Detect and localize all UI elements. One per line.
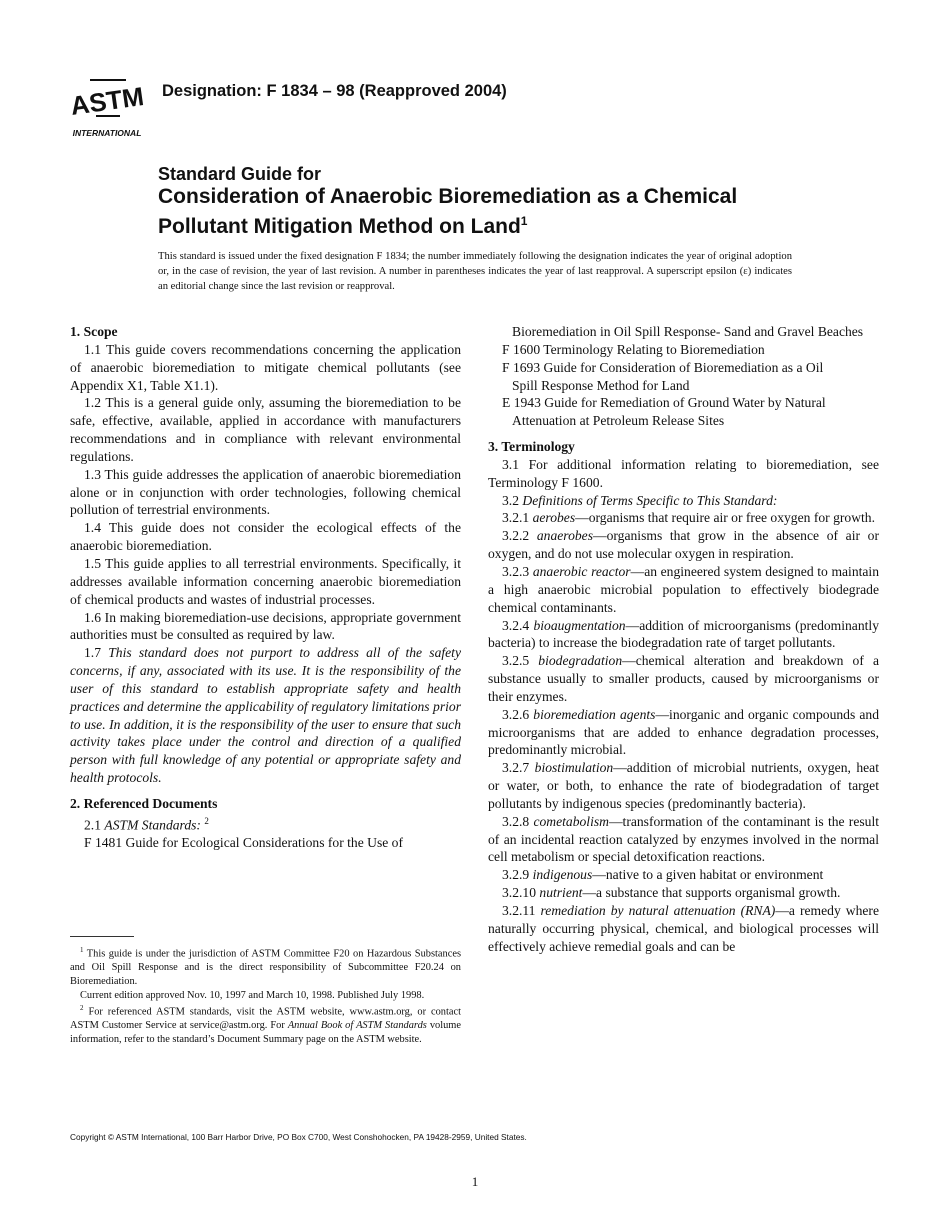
left-column [70,323,461,852]
definition-term: biostimulation [534,760,614,776]
definition-term: cometabolism [533,813,609,829]
paragraph-3-1: 3.1 For additional information relating to bioremediation, see Terminology F 1600. [488,456,879,490]
ref-f1600: F 1600 Terminology Relating to Bioremediation [502,341,765,357]
copyright-notice: Copyright © ASTM International, 100 Barr Harbor Drive, PO Box C700, West Conshohocken, PA 19428-2959, United States. [70,1132,527,1142]
definition-text: —an engineered system designed to maintain a high anaerobic microbial population to effectively biodegrade chemical contaminants. [488,563,880,615]
definition-text: —a substance that supports organismal growth. [582,885,841,901]
definition-num: 3.2.5 [502,653,530,669]
definition-term: bioaugmentation [533,617,626,633]
ref-f1481-line1: F 1481 Guide for Ecological Considerations for the Use of [84,835,404,851]
title-line-2: Consideration of Anaerobic Bioremediation as a Chemical [158,185,738,208]
definition-bioaugmentation [488,617,879,653]
definition-term: bioremediation agents [533,706,656,722]
paragraph-1-2: 1.2 This is a general guide only, assuming the bioremediation to be safe, effective, available, applied in accordance with manufacturers recommendations and in compliance with relevant environmental regulations. [70,395,461,464]
definition-anaerobic-reactor [488,563,879,617]
section-heading-scope: 1. Scope [70,324,118,339]
paragraph-2-1 [70,813,461,834]
definition-num: 3.2.2 [502,528,530,544]
paragraph-1-3: 1.3 This guide addresses the application of anaerobic bioremediation alone or in conjunction with order technologies, following chemical pollution of terrestrial environments. [70,466,461,518]
definition-text: —chemical alteration and breakdown of a substance usually to smaller products, caused by microorganisms or their enzymes. [488,653,879,704]
definition-cometabolism [488,813,879,867]
definition-num: 3.2.10 [502,885,536,901]
definition-text: —organisms that grow in the absence of air or oxygen, and do not use molecular oxygen in respiration. [488,528,879,562]
footnote-1-text: This guide is under the jurisdiction of ASTM Committee F20 on Hazardous Substances and Oil Spill Response and is the direct responsibility of Subcommittee F20.24 on Bioremediation. [70,948,461,987]
footnote-2-mark: 2 [80,1004,84,1013]
footnote-2 [70,1002,461,1047]
title-line-3-text: Pollutant Mitigation Method on Land [158,215,521,238]
definition-num: 3.2.1 [502,510,530,526]
paragraph-2-1-label: ASTM Standards: [104,817,201,833]
footnote-1-mark: 1 [80,946,84,954]
ref-e1943-line2: Attenuation at Petroleum Release Sites [512,413,725,429]
paragraph-1-7 [70,644,461,787]
definition-term: anaerobic reactor [532,563,631,579]
title-line-3 [158,209,878,239]
footnote-2-text-b: volume information, refer to the standard’s Document Summary page on the ASTM website. [70,1020,461,1046]
definition-num: 3.2.4 [502,617,530,633]
definition-num: 3.2.9 [502,867,530,883]
definition-num: 3.2.11 [502,903,536,918]
paragraph-2-1-num: 2.1 [84,817,101,833]
right-column [488,323,879,956]
definition-text: —inorganic and organic compounds and microorganisms that are added to enhance degradation processes, predominantly microbial. [488,706,879,758]
astm-logo [66,70,152,140]
astm-logo-mark [66,70,152,140]
paragraph-3-2-num: 3.2 [502,492,519,508]
definition-biostimulation [488,759,879,813]
paragraph-1-1: 1.1 This guide covers recommendations concerning the application of anaerobic bioremediation to mitigate chemical pollutants (see Appendix X1, Table X1.1). [70,341,461,393]
definition-text: —addition of microbial nutrients, oxygen, heat or water, or both, to enhance the rate of biodegradation of target pollutants by indigenous species (predominantly bacteria). [488,760,879,811]
definition-term: indigenous [532,867,593,883]
paragraph-2-1-footnote-mark: 2 [204,815,209,826]
paragraph-1-4: 1.4 This guide does not consider the ecological effects of the anaerobic bioremediation. [70,520,461,554]
designation: Designation: F 1834 – 98 (Reapproved 2004) [162,82,507,100]
svg-text:ASTM: ASTM [68,81,146,121]
definition-text: —addition of microorganisms (predominantly bacteria) to increase the biodegradation rate of target pollutants. [488,617,879,651]
title-line-1: Standard Guide for [158,164,322,184]
footnote-1-approval: Current edition approved Nov. 10, 1997 and March 10, 1998. Published July 1998. [80,989,425,1001]
definition-bioremediation-agents [488,706,879,760]
definition-text: —native to a given habitat or environment [592,867,824,883]
definition-text: —organisms that require air or free oxygen for growth. [575,510,875,526]
definition-num: 3.2.7 [502,760,530,776]
definition-text: —transformation of the contaminant is the result of an incidental reaction catalyzed by enzymes involved in the normal cell metabolism or special detoxification reactions. [488,813,880,865]
definition-term: aerobes [532,510,576,526]
footnotes [70,944,461,1047]
paragraph-3-2-label: Definitions of Terms Specific to This Standard: [522,492,778,508]
definition-num: 3.2.6 [502,706,530,722]
paragraph-1-6: 1.6 In making bioremediation-use decisions, appropriate government authorities must be consulted as required by law. [70,609,461,643]
footnote-2-text-a: For referenced ASTM standards, visit the ASTM website, www.astm.org, or contact ASTM Customer Service at service@astm.org. For [70,1006,461,1032]
definition-biodegradation [488,652,879,706]
section-heading-terminology: 3. Terminology [488,439,575,455]
ref-f1481-line2: Bioremediation in Oil Spill Response- Sand and Gravel Beaches [512,324,864,339]
paragraph-1-5: 1.5 This guide applies to all terrestrial environments. Specifically, it addresses available information concerning anaerobic bioremediation of chemical products and wastes of industrial processes. [70,555,461,607]
section-heading-referenced-documents: 2. Referenced Documents [70,795,218,811]
paragraph-1-7-text: This standard does not purport to address all of the safety concerns, if any, associated with its use. It is the responsibility of the user of this standard to establish appropriate safety and health practices and determine the applicability of regulatory limitations prior to use. In addition, it is the responsibility of the user to ensure that such activity takes place under the control and direction of a qualified person with full knowledge of any potential or appropriate safety and health protocols. [70,645,461,786]
paragraph-3-2 [488,492,879,510]
definition-rna [488,902,879,956]
definition-text: —a remedy where naturally occurring physical, chemical, and biological processes will effectively achieve remedial goals and can be [488,903,879,954]
logo-subtext: INTERNATIONAL [72,128,142,138]
footnote-2-book: Annual Book of ASTM Standards [287,1020,427,1032]
definition-aerobes [488,509,879,527]
page-number: 1 [471,1174,479,1189]
definition-term: remediation by natural attenuation (RNA) [540,903,776,918]
definition-num: 3.2.8 [502,813,530,829]
title-footnote-mark: 1 [520,214,528,228]
ref-e1943-line1: E 1943 Guide for Remediation of Ground Water by Natural [502,395,826,411]
footnote-1 [70,944,461,989]
footnote-divider [70,936,134,937]
definition-term: anaerobes [536,528,593,544]
paragraph-1-7-num: 1.7 [84,645,101,661]
definition-term: nutrient [539,885,583,901]
document-title [158,164,878,239]
definition-term: biodegradation [538,653,623,669]
definition-num: 3.2.3 [502,563,530,579]
ref-f1693-line1: F 1693 Guide for Consideration of Bioremediation as a Oil [502,359,824,375]
definition-nutrient [488,884,879,902]
definition-indigenous [488,866,879,884]
definition-anaerobes [488,527,879,563]
standard-note: This standard is issued under the fixed designation F 1834; the number immediately following the designation indicates the year of original adoption or, in the case of revision, the year of last revision. A number in parentheses indicates the year of last reapproval. A superscript epsilon (ε) indicates an editorial change since the last revision or reapproval. [158,251,792,292]
ref-f1693-line2: Spill Response Method for Land [512,377,690,393]
